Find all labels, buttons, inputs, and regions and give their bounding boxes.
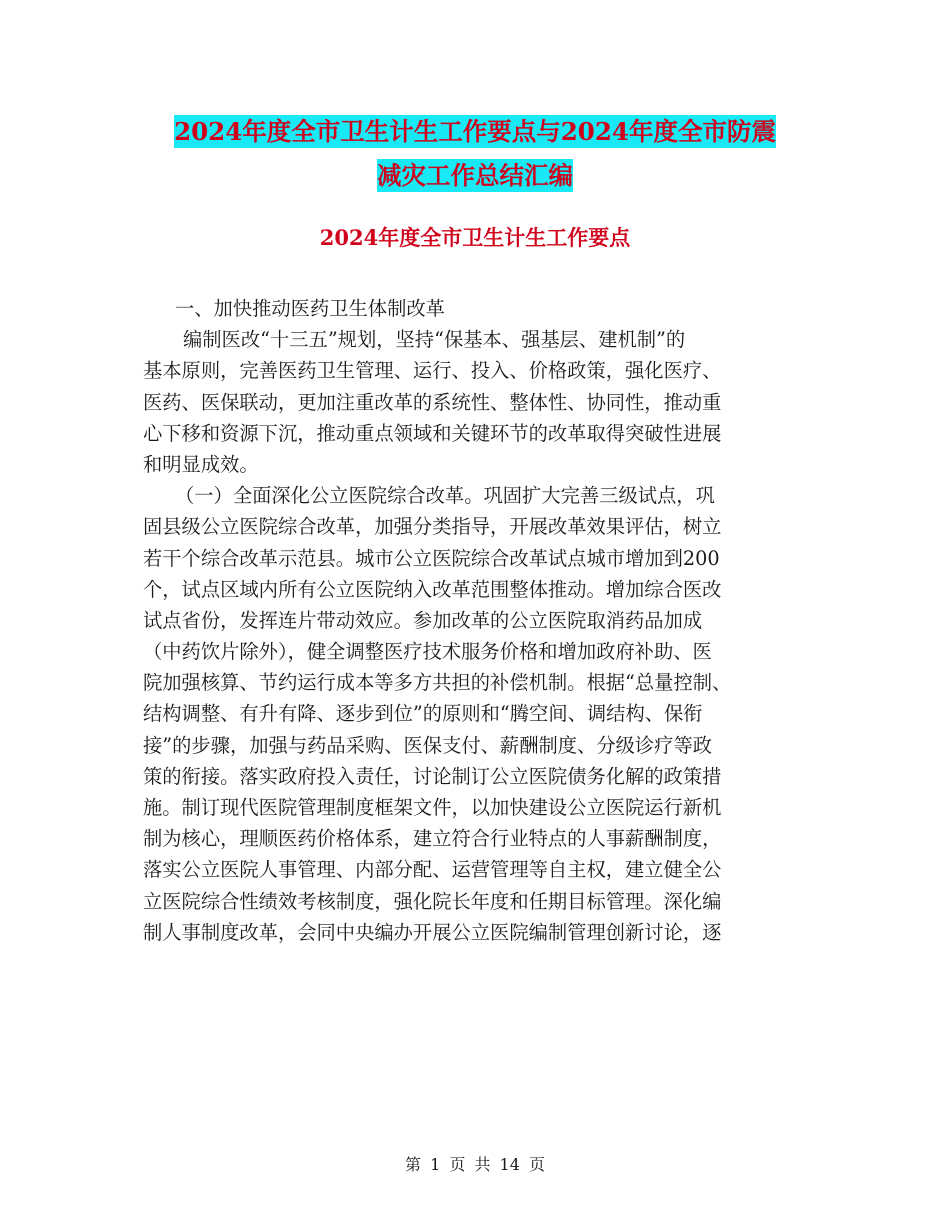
title-line-1: 2024年度全市卫生计生工作要点与2024年度全市防震 (174, 117, 776, 146)
text-line: 施。制订现代医院管理制度框架文件，以加快建设公立医院运行新机 (143, 796, 722, 819)
text-line: （中药饮片除外），健全调整医疗技术服务价格和增加政府补助、医 (143, 640, 712, 664)
body-text (143, 293, 808, 948)
text-line: 若干个综合改革示范县。城市公立医院综合改革试点城市增加到200 (143, 546, 720, 570)
section-title: 2024年度全市卫生计生工作要点 (319, 225, 631, 250)
title-line-2: 减灾工作总结汇编 (377, 161, 573, 190)
text-line: 院加强核算、节约运行成本等多方共担的补偿机制。根据“总量控制、 (143, 671, 732, 695)
text-line: 心下移和资源下沉，推动重点领域和关键环节的改革取得突破性进展 (143, 421, 722, 445)
text-line: 基本原则，完善医药卫生管理、运行、投入、价格政策，强化医疗、 (143, 359, 722, 383)
page-footer: 第 1 页 共 14 页 (405, 1155, 545, 1174)
text-line: 个，试点区域内所有公立医院纳入改革范围整体推动。增加综合医改 (143, 577, 722, 601)
text-line: 固县级公立医院综合改革，加强分类指导，开展改革效果评估，树立 (143, 515, 722, 539)
text-line: 落实公立医院人事管理、内部分配、运营管理等自主权，建立健全公 (143, 858, 722, 882)
text-line: 试点省份，发挥连片带动效应。参加改革的公立医院取消药品加成 (143, 608, 703, 632)
text-line: 策的衔接。落实政府投入责任，讨论制订公立医院债务化解的政策措 (143, 764, 722, 788)
document-title (140, 110, 810, 198)
text-line: 立医院综合性绩效考核制度，强化院长年度和任期目标管理。深化编 (143, 889, 722, 913)
text-line: 制人事制度改革，会同中央编办开展公立医院编制管理创新讨论，逐 (143, 920, 722, 944)
text-line: 编制医改“十三五”规划，坚持“保基本、强基层、建机制”的 (183, 328, 686, 352)
text-line: （一）全面深化公立医院综合改革。巩固扩大完善三级试点，巩 (175, 484, 715, 508)
heading-line: 一、加快推动医药卫生体制改革 (175, 297, 445, 320)
text-line: 医药、医保联动，更加注重改革的系统性、整体性、协同性，推动重 (143, 390, 722, 414)
text-line: 制为核心，理顺医药价格体系，建立符合行业特点的人事薪酬制度， (143, 827, 722, 851)
text-line: 接”的步骤，加强与药品采购、医保支付、薪酬制度、分级诊疗等政 (143, 733, 713, 757)
text-line: 和明显成效。 (143, 452, 259, 476)
text-line: 结构调整、有升有降、逐步到位”的原则和“腾空间、调结构、保衔 (143, 702, 703, 726)
